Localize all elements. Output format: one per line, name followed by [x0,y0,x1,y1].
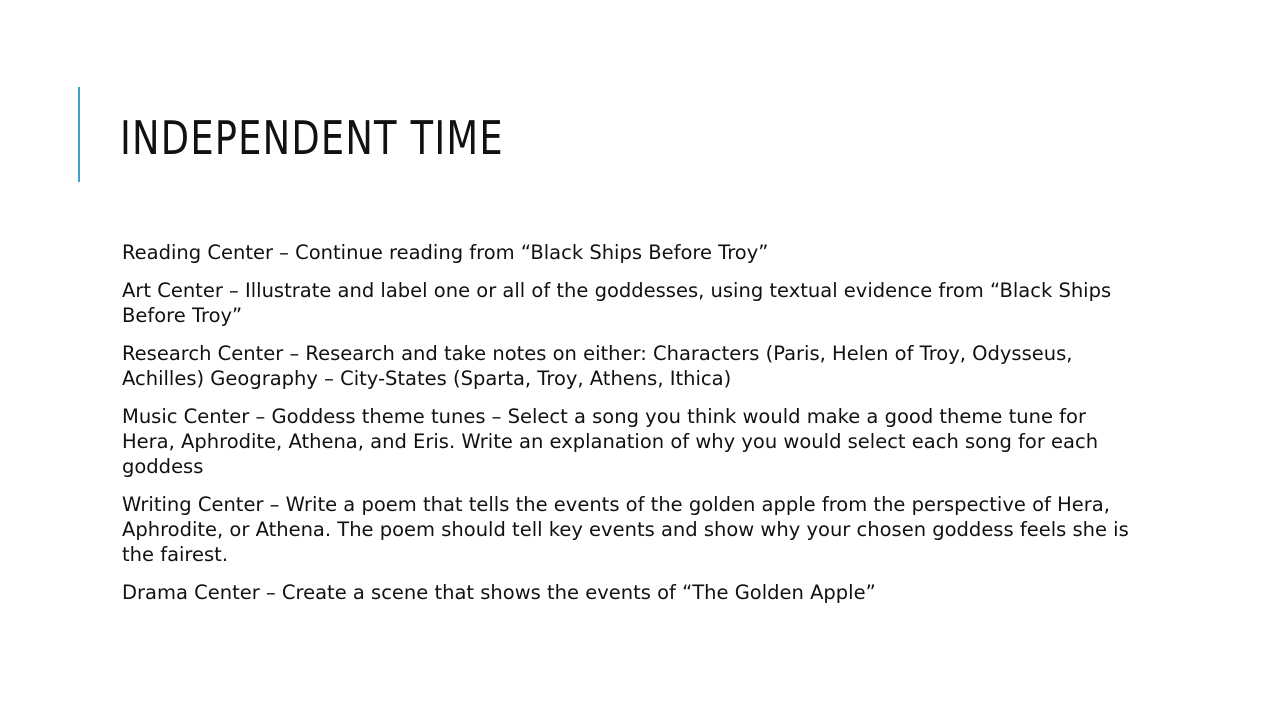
art-center-text: Art Center – Illustrate and label one or all of the goddesses, using textual evidence from “Black Ships Before Troy” [122,279,1112,327]
research-center-text: Research Center – Research and take notes on either: Characters (Paris, Helen of Troy, Odysseus, Achilles) Geography – City-States (Sparta, Troy, Athens, Ithica) [122,342,1073,390]
slide-title: INDEPENDENT TIME [120,111,504,165]
reading-center-text: Reading Center – Continue reading from “Black Ships Before Troy” [122,241,769,264]
music-center-text: Music Center – Goddess theme tunes – Select a song you think would make a good theme tune for Hera, Aphrodite, Athena, and Eris. Write an explanation of why you would select each song for each goddess [122,405,1099,478]
writing-center-text: Writing Center – Write a poem that tells the events of the golden apple from the perspective of Hera, Aphrodite, or Athena. The poem should tell key events and show why your chosen goddess feels she is the fairest. [122,493,1129,566]
slide-body [122,240,1132,618]
title-accent-bar [78,87,80,182]
drama-center-text: Drama Center – Create a scene that shows the events of “The Golden Apple” [122,581,876,604]
